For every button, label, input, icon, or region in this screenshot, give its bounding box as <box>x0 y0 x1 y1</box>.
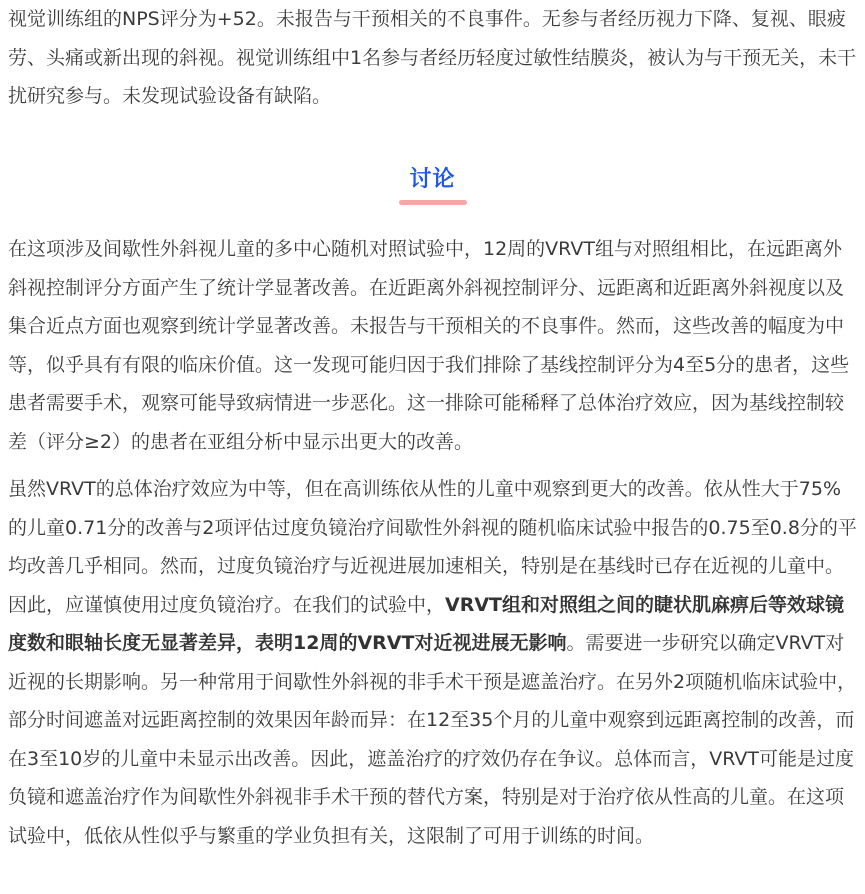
discussion-paragraph-2 <box>8 470 857 855</box>
results-safety-paragraph: 视觉训练组的NPS评分为+52。未报告与干预相关的不良事件。无参与者经历视力下降、复视、眼疲劳、头痛或新出现的斜视。视觉训练组中1名参与者经历轻度过敏性结膜炎，被认为与干预无关，未干扰研究参与。未发现试验设备有缺陷。 <box>8 8 857 107</box>
discussion-paragraph-1: 在这项涉及间歇性外斜视儿童的多中心随机对照试验中，12周的VRVT组与对照组相比，在远距离外斜视控制评分方面产生了统计学显著改善。在近距离外斜视控制评分、远距离和近距离外斜视度以及集合近点方面也观察到统计学显著改善。未报告与干预相关的不良事件。然而，这些改善的幅度为中等，似乎具有有限的临床价值。这一发现可能归因于我们排除了基线控制评分为4至5分的患者，这些患者需要手术，观察可能导致病情进一步恶化。这一排除可能稀释了总体治疗效应，因为基线控制较差（评分≥2）的患者在亚组分析中显示出更大的改善。 <box>8 238 850 453</box>
discussion-paragraph-2-lead-text: 虽然VRVT的总体治疗效应为中等，但在高训练依从性的儿童中观察到更大的改善。依从性大于75%的儿童0.71分的改善与2项评估过度负镜治疗间歇性外斜视的随机临床试验中报告的0.75至0.8分的平均改善几乎相同。然而，过度负镜治疗与近视进展加速相关，特别是在基线时已存在近视的儿童中。因此，应谨慎使用过度负镜治疗。在我们的试验中， <box>8 478 857 616</box>
discussion-paragraph-2-trailing-text: 。需要进一步研究以确定VRVT对近视的长期影响。另一种常用于间歇性外斜视的非手术干预是遮盖治疗。在另外2项随机临床试验中，部分时间遮盖对远距离控制的效果因年龄而异：在12至35个月的儿童中观察到远距离控制的改善，而在3至10岁的儿童中未显示出改善。因此，遮盖治疗的疗效仍存在争议。总体而言，VRVT可能是过度负镜和遮盖治疗作为间歇性外斜视非手术干预的替代方案，特别是对于治疗依从性高的儿童。在这项试验中，低依从性似乎与繁重的学业负担有关，这限制了可用于训练的时间。 <box>8 632 857 847</box>
heading-underline-decoration <box>399 200 467 205</box>
section-heading-discussion: 讨论 <box>409 166 456 192</box>
discussion-paragraph-2-bold-claim: VRVT组和对照组之间的睫状肌麻痹后等效球镜度数和眼轴长度无显著差异，表明12周的VRVT对近视进展无影响 <box>8 593 845 655</box>
